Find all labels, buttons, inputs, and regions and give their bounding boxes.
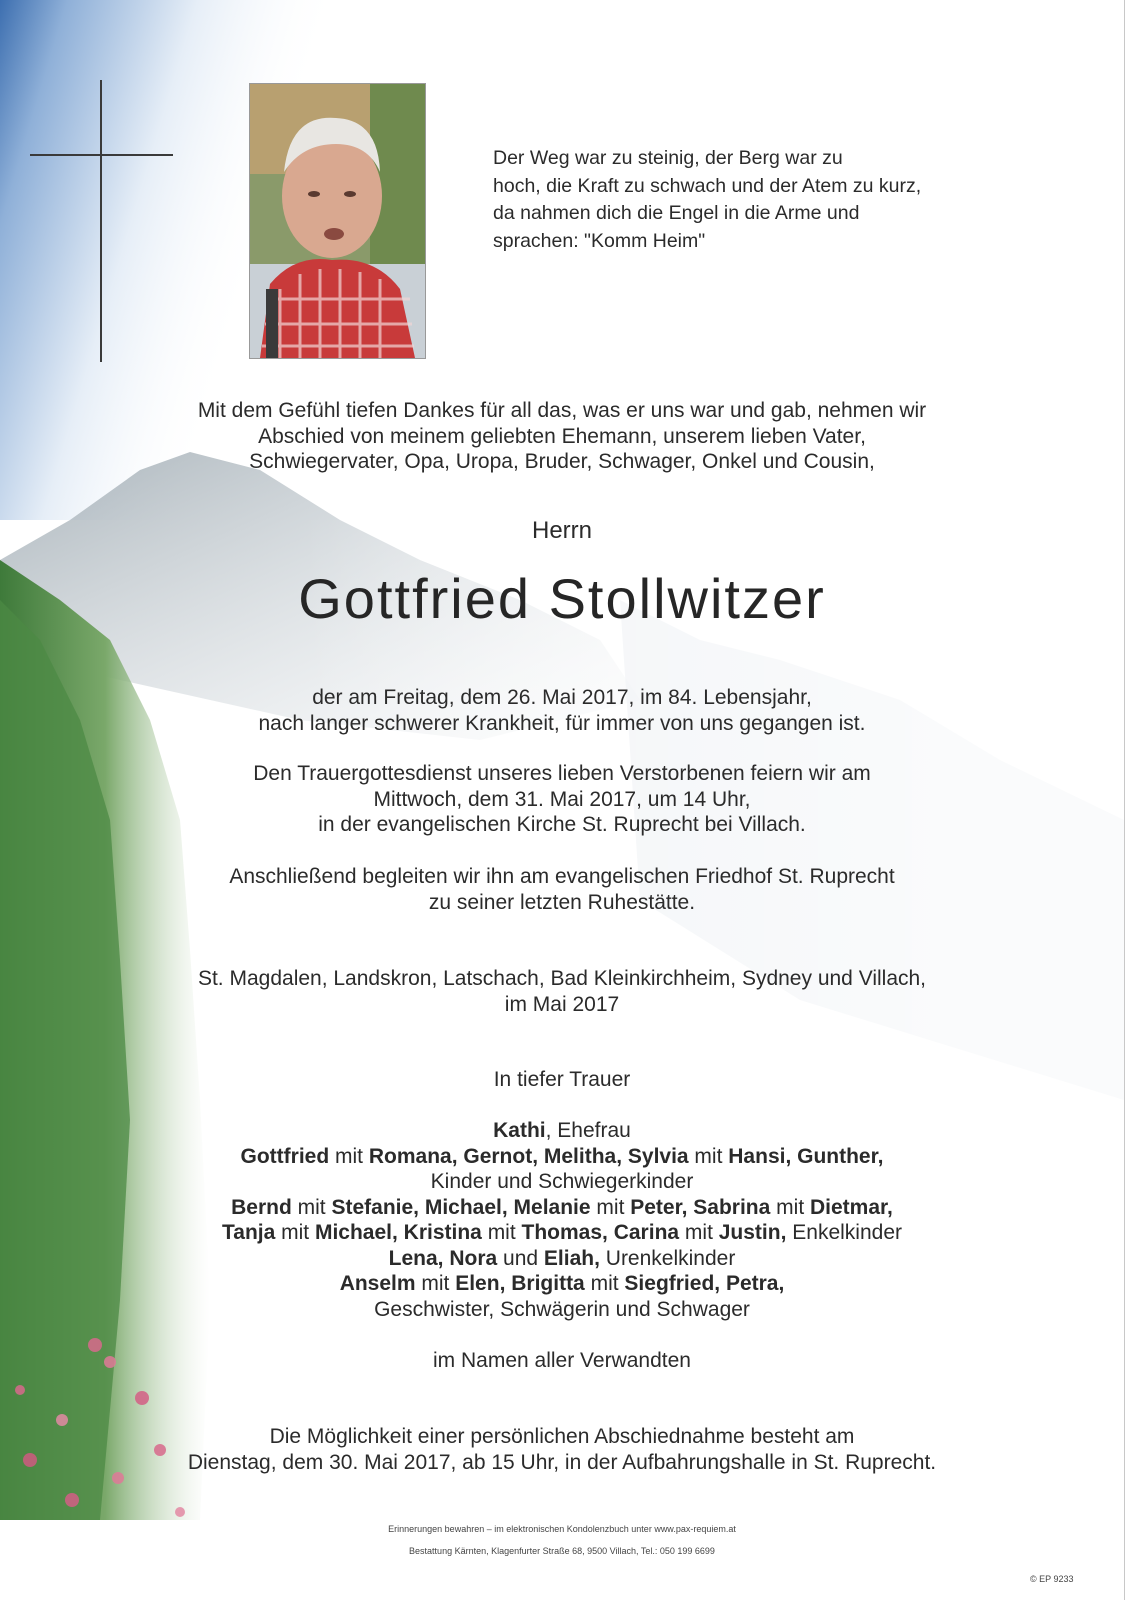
family-names: Bernd	[231, 1195, 292, 1219]
family-text: mit	[415, 1272, 456, 1295]
family-line	[0, 1271, 1124, 1297]
portrait-photo	[249, 83, 426, 359]
death-notice-line: nach langer schwerer Krankheit, für immer von uns gegangen ist.	[258, 711, 866, 735]
family-names: Hansi, Gunther,	[728, 1144, 884, 1168]
cross-icon-horizontal	[30, 154, 173, 156]
places-and-date	[0, 966, 1124, 1017]
footer-undertaker: Bestattung Kärnten, Klagenfurter Straße 68, 9500 Villach, Tel.: 050 199 6699	[409, 1546, 715, 1556]
family-names: Anselm	[339, 1272, 416, 1295]
family-names: Michael, Kristina	[314, 1221, 482, 1244]
family-text: mit	[679, 1221, 719, 1244]
family-names: Peter, Sabrina	[630, 1195, 771, 1219]
salutation: Herrn	[531, 517, 592, 544]
relatives-line: im Namen aller Verwandten	[433, 1349, 691, 1372]
farewell-info	[0, 1424, 1124, 1475]
family-names: Eliah,	[543, 1246, 600, 1270]
farewell-line: Dienstag, dem 30. Mai 2017, ab 15 Uhr, in der Aufbahrungshalle in St. Ruprecht.	[187, 1450, 937, 1474]
footer-condolence: Erinnerungen bewahren – im elektronischen Kondolenzbuch unter www.pax-requiem.at	[388, 1524, 736, 1534]
quote-line: hoch, die Kraft zu schwach und der Atem zu kurz,	[493, 174, 922, 197]
family-names: Romana, Gernot, Melitha, Sylvia	[368, 1144, 689, 1168]
family-text: und	[497, 1246, 544, 1270]
burial-line: zu seiner letzten Ruhestätte.	[428, 890, 696, 914]
family-names: Gottfried	[240, 1144, 330, 1168]
family-line	[0, 1220, 1124, 1246]
mourning-heading: In tiefer Trauer	[493, 1068, 631, 1091]
family-names: Stefanie, Michael, Melanie	[331, 1195, 591, 1219]
family-text: Enkelkinder	[786, 1221, 902, 1244]
farewell-line: Die Möglichkeit einer persönlichen Abschiednahme besteht am	[269, 1425, 855, 1448]
cross-icon-vertical	[100, 80, 102, 362]
family-line	[0, 1246, 1124, 1272]
death-notice-line: der am Freitag, dem 26. Mai 2017, im 84. Lebensjahr,	[312, 686, 812, 709]
family-line	[0, 1118, 1124, 1144]
burial-line: Anschließend begleiten wir ihn am evangelischen Friedhof St. Ruprecht	[229, 865, 895, 888]
quote-line: da nahmen dich die Engel in die Arme und	[493, 202, 860, 224]
intro-paragraph	[0, 398, 1124, 475]
memorial-quote	[493, 145, 933, 255]
family-names: Elen, Brigitta	[455, 1272, 585, 1295]
service-line: in der evangelischen Kirche St. Ruprecht bei Villach.	[318, 813, 806, 836]
family-text: mit	[590, 1195, 631, 1219]
family-text: , Ehefrau	[545, 1119, 631, 1142]
portrait-photo-image	[250, 84, 425, 358]
deceased-name: Gottfried Stollwitzer	[298, 567, 826, 630]
family-text: mit	[770, 1195, 810, 1219]
family-line	[0, 1144, 1124, 1170]
family-text: mit	[688, 1144, 729, 1168]
death-notice	[0, 685, 1124, 736]
family-text: Urenkelkinder	[599, 1246, 736, 1270]
family-text: mit	[481, 1221, 522, 1244]
family-names: Siegfried, Petra,	[624, 1272, 785, 1295]
service-line: Mittwoch, dem 31. Mai 2017, um 14 Uhr,	[373, 787, 751, 811]
family-names: Tanja	[222, 1221, 276, 1244]
family-line	[0, 1297, 1124, 1323]
places-line: im Mai 2017	[504, 992, 620, 1016]
quote-line: Der Weg war zu steinig, der Berg war zu	[493, 147, 843, 169]
intro-line: Mit dem Gefühl tiefen Dankes für all das, was er uns war und gab, nehmen wir	[197, 399, 927, 422]
family-names: Thomas, Carina	[521, 1221, 680, 1244]
family-text: Geschwister, Schwägerin und Schwager	[374, 1297, 750, 1321]
intro-line: Abschied von meinem geliebten Ehemann, unserem lieben Vater,	[258, 424, 866, 448]
family-list	[0, 1118, 1124, 1322]
page-edge-line	[1124, 0, 1125, 1600]
places-line: St. Magdalen, Landskron, Latschach, Bad Kleinkirchheim, Sydney und Villach,	[197, 967, 927, 990]
burial-info	[0, 864, 1124, 915]
service-line: Den Trauergottesdienst unseres lieben Verstorbenen feiern wir am	[253, 762, 871, 785]
family-names: Dietmar,	[810, 1195, 893, 1219]
service-info	[0, 761, 1124, 838]
family-text: mit	[275, 1221, 315, 1244]
family-line	[0, 1195, 1124, 1221]
family-text: mit	[291, 1195, 332, 1219]
family-line	[0, 1169, 1124, 1195]
family-text: mit	[329, 1144, 369, 1168]
family-names: Kathi	[493, 1119, 546, 1142]
intro-line: Schwiegervater, Opa, Uropa, Bruder, Schwager, Onkel und Cousin,	[249, 450, 875, 473]
family-names: Lena, Nora	[388, 1246, 498, 1270]
quote-line: sprachen: "Komm Heim"	[493, 229, 706, 252]
family-names: Justin,	[718, 1221, 787, 1244]
family-text: mit	[584, 1272, 625, 1295]
family-text: Kinder und Schwiegerkinder	[430, 1170, 694, 1193]
print-code: © EP 9233	[1030, 1574, 1074, 1584]
